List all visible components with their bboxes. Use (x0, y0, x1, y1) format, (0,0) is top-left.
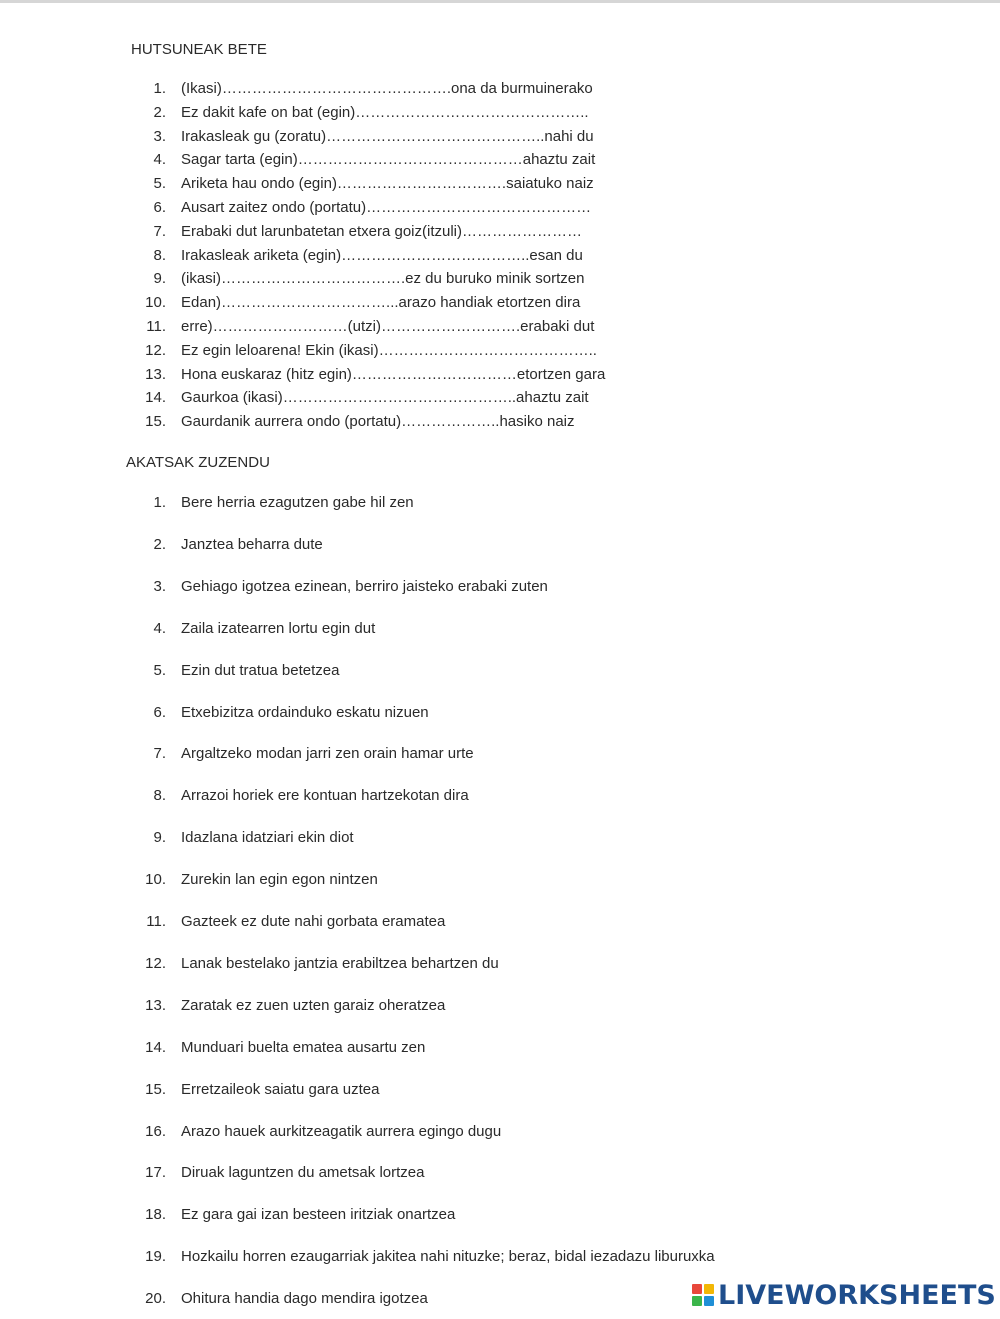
item-text: Zaratak ez zuen uzten garaiz oheratzea (181, 996, 446, 1014)
item-text: Janztea beharra dute (181, 535, 323, 553)
item-number: 16. (145, 1122, 166, 1140)
item-number: 9. (153, 829, 166, 847)
item-number: 2. (153, 103, 166, 121)
item-text: Ausart zaitez ondo (portatu)……………………………………… (181, 199, 592, 216)
item-text: Arrazoi horiek ere kontuan hartzekotan dira (181, 787, 469, 805)
item-number: 8. (153, 246, 166, 264)
section-title-correct-errors: AKATSAK ZUZENDU (126, 454, 270, 471)
item-text: Arazo hauek aurkitzeagatik aurrera egingo dugu (181, 1122, 502, 1140)
item-text: Bere herria ezagutzen gabe hil zen (181, 494, 414, 511)
item-text: Argaltzeko modan jarri zen orain hamar urte (181, 745, 474, 763)
item-number: 1. (153, 494, 166, 511)
item-text: Ariketa hau ondo (egin)…………………………….saiatuko naiz (181, 175, 594, 193)
item-text: (ikasi)……………………………….ez du buruko minik sortzen (181, 270, 585, 288)
item-number: 9. (153, 270, 166, 288)
item-text: (Ikasi)……………………………………….ona da burmuinerako (181, 80, 593, 97)
item-text: Edan)……………………………...arazo handiak etortzen dira (181, 294, 581, 312)
item-text: Ohitura handia dago mendira igotzea (181, 1290, 428, 1308)
item-number: 11. (146, 913, 166, 930)
item-text: Irakasleak ariketa (egin)………………………………..esan du (181, 246, 583, 264)
item-number: 13. (145, 365, 166, 383)
item-text: Hona euskaraz (hitz egin)……………………………etortzen gara (181, 365, 606, 383)
item-text: erre)………………………(utzi)……………………….erabaki dut (181, 318, 595, 335)
item-text: Idazlana idatziari ekin diot (181, 829, 354, 847)
item-number: 14. (145, 1038, 166, 1056)
item-number: 15. (145, 1080, 166, 1098)
item-text: Erabaki dut larunbatetan etxera goiz(itzuli)…………………… (181, 222, 582, 240)
section-title-fill-blanks: HUTSUNEAK BETE (131, 41, 267, 58)
item-number: 10. (145, 294, 166, 312)
logo-mark-icon (692, 1284, 714, 1306)
item-text: Zaila izatearren lortu egin dut (181, 619, 376, 637)
item-number: 7. (153, 222, 166, 240)
item-number: 18. (145, 1206, 166, 1224)
item-number: 3. (153, 127, 166, 145)
item-text: Lanak bestelako jantzia erabiltzea behartzen du (181, 954, 499, 972)
item-number: 11. (146, 318, 166, 335)
item-text: Etxebizitza ordainduko eskatu nizuen (181, 703, 429, 721)
item-number: 12. (145, 341, 166, 359)
item-number: 5. (153, 175, 166, 193)
item-number: 15. (145, 413, 166, 431)
item-number: 4. (153, 151, 166, 169)
item-text: Erretzaileok saiatu gara uztea (181, 1080, 380, 1098)
item-number: 5. (153, 661, 166, 679)
item-number: 6. (153, 199, 166, 216)
item-number: 13. (145, 996, 166, 1014)
top-border (0, 0, 1000, 3)
item-text: Diruak laguntzen du ametsak lortzea (181, 1164, 425, 1182)
item-text: Gaurkoa (ikasi)………………………………………..ahaztu zait (181, 389, 589, 407)
item-number: 1. (153, 80, 166, 97)
item-text: Ez dakit kafe on bat (egin)……………………………………….. (181, 103, 589, 121)
item-text: Munduari buelta ematea ausartu zen (181, 1038, 426, 1056)
item-text: Gazteek ez dute nahi gorbata eramatea (181, 913, 446, 930)
item-number: 14. (145, 389, 166, 407)
item-text: Irakasleak gu (zoratu)……………………………………..nahi du (181, 127, 594, 145)
logo-text: LIVEWORKSHEETS (718, 1279, 996, 1311)
item-number: 6. (153, 703, 166, 721)
item-text: Ezin dut tratua betetzea (181, 661, 340, 679)
item-text: Ez egin leloarena! Ekin (ikasi)…………………………………….. (181, 341, 597, 359)
item-number: 4. (153, 619, 166, 637)
item-number: 7. (153, 745, 166, 763)
item-number: 8. (153, 787, 166, 805)
item-text: Gaurdanik aurrera ondo (portatu)………………..hasiko naiz (181, 413, 575, 431)
item-text: Hozkailu horren ezaugarriak jakitea nahi nituzke; beraz, bidal iezadazu liburuxka (181, 1248, 715, 1266)
item-number: 2. (153, 535, 166, 553)
item-number: 17. (145, 1164, 166, 1182)
item-number: 19. (145, 1248, 166, 1266)
item-text: Sagar tarta (egin)………………………………………ahaztu zait (181, 151, 596, 169)
item-text: Zurekin lan egin egon nintzen (181, 871, 378, 889)
liveworksheets-logo[interactable] (692, 1280, 996, 1310)
item-text: Gehiago igotzea ezinean, berriro jaisteko erabaki zuten (181, 577, 548, 595)
item-number: 10. (145, 871, 166, 889)
item-number: 20. (145, 1290, 166, 1308)
item-number: 3. (153, 577, 166, 595)
item-text: Ez gara gai izan besteen iritziak onartzea (181, 1206, 456, 1224)
item-number: 12. (145, 954, 166, 972)
